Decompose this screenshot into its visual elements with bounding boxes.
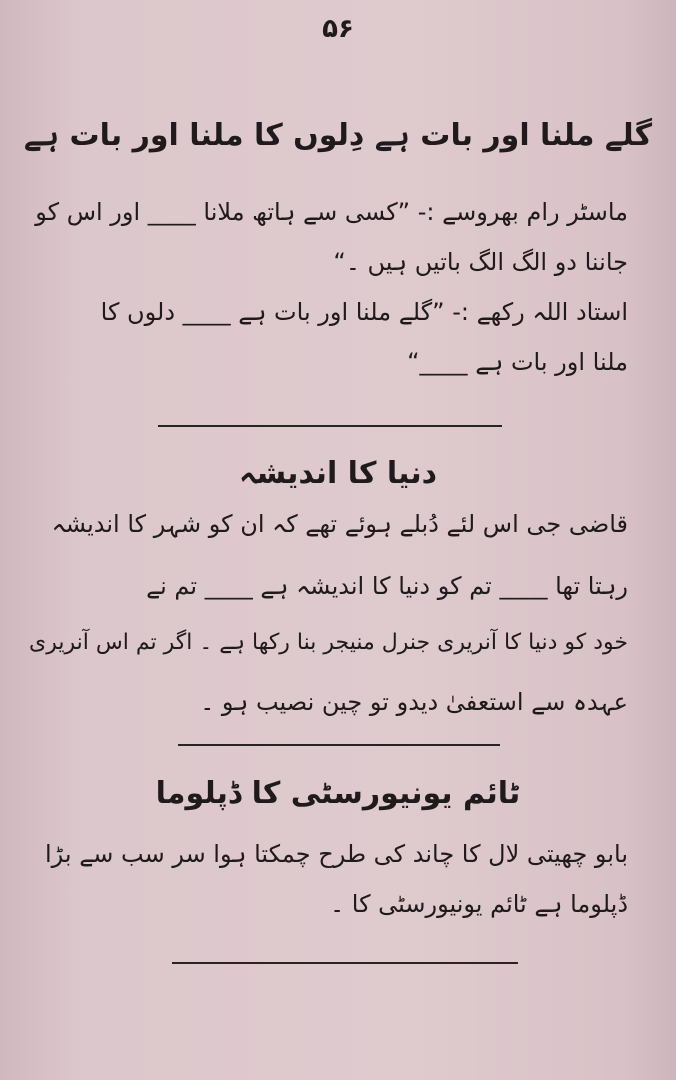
- section-divider: [158, 425, 502, 427]
- section-1-line-1: ماسٹر رام بھروسے :- ”کسی سے ہاتھ ملانا ____ اور اس کو: [35, 198, 628, 226]
- section-divider: [172, 962, 518, 964]
- section-1-line-4: ملنا اور بات ہے ____“: [407, 348, 628, 376]
- section-2-line-4: عہدہ سے استعفیٰ دیدو تو چین نصیب ہو ۔: [200, 688, 628, 716]
- section-1-line-2: جاننا دو الگ الگ باتیں ہیں ۔“: [333, 248, 628, 276]
- section-divider: [178, 744, 500, 746]
- section-3-line-1: بابو چھیتی لال کا چاند کی طرح چمکتا ہوا سر سب سے بڑا: [45, 840, 628, 868]
- section-2-line-3: خود کو دنیا کا آنریری جنرل منیجر بنا رکھا ہے ۔ اگر تم اس آنریری: [29, 630, 628, 655]
- section-2-heading: دنیا کا اندیشہ: [238, 456, 438, 491]
- section-2-line-2: رہتا تھا ____ تم کو دنیا کا اندیشہ ہے ____ تم نے: [146, 572, 628, 600]
- page-number: ۵۶: [322, 14, 354, 44]
- section-2-line-1: قاضی جی اس لئے دُبلے ہوئے تھے کہ ان کو شہر کا اندیشہ: [51, 510, 628, 538]
- section-3-line-2: ڈپلوما ہے ٹائم یونیورسٹی کا ۔: [330, 890, 628, 918]
- section-1-line-3: استاد اللہ رکھے :- ”گلے ملنا اور بات ہے ____ دلوں کا: [100, 298, 628, 326]
- section-3-heading: ٹائم یونیورسٹی کا ڈپلوما: [155, 776, 521, 811]
- section-1-heading: گلے ملنا اور بات ہے دِلوں کا ملنا اور بات ہے: [23, 118, 653, 153]
